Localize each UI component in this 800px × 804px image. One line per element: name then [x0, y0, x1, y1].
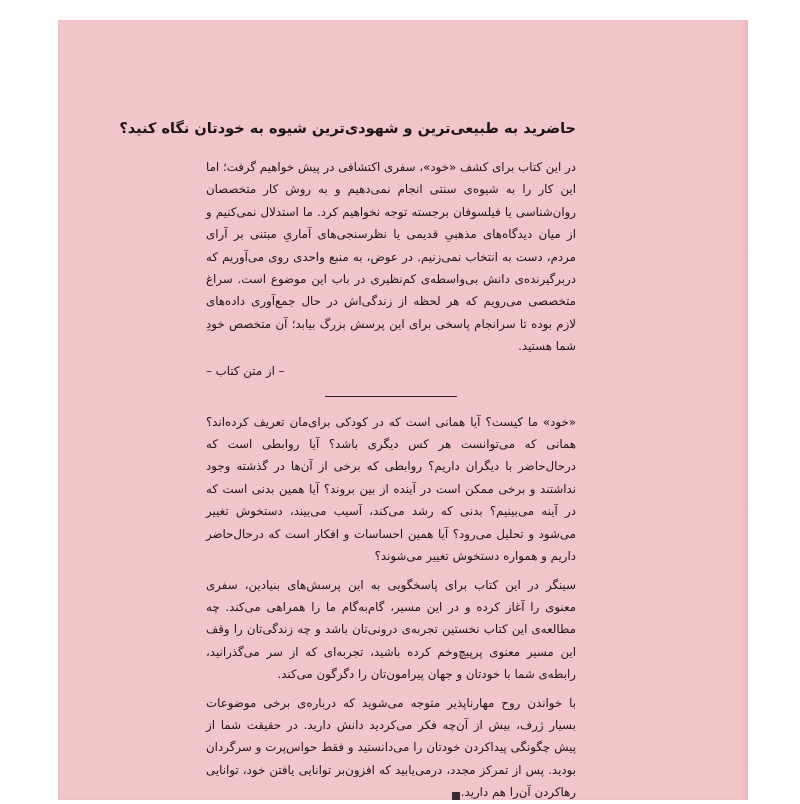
description-paragraph-1: «خود» ما کیست؟ آیا همانی است که در کودکی برای‌مان تعریف کرده‌اند؟ همانی که می‌توانست هر کس دیگری باشد؟ آیا روابطی است که در‌حال‌حاضر با دیگران داریم؟ روابطی که برخی از آن‌ها در گذشته وجود نداشتند و برخی ممکن است در آینده از بین بروند؟ آیا همین بدنی است که در آینه می‌بینیم؟ بدنی که رشد می‌کند، آسیب می‌بیند، دستخوش تغییر می‌شود و تحلیل می‌رود؟ آیا همین احساسات و افکار است که در‌حال‌حاضر داریم و همواره دستخوش تغییر می‌شوند؟ — [206, 414, 576, 564]
section-divider — [325, 396, 457, 397]
description-paragraph-2: سینگر در این کتاب برای پاسخگویی به این پرسش‌های بنیادین، سفری معنوی را آغاز کرده و در این مسیر، گام‌به‌گام ما را همراهی می‌کند. چه مطالعه‌ی این کتاب نخستین تجربه‌ی درونی‌تان باشد و چه زندگی‌تان را وقف این مسیر معنوی پرپیچ‌وخم کرده باشید، تجربه‌ای که از سر می‌گذرانید، رابطه‌ی شما با خودتان و جهان پیرامون‌تان را دگرگون می‌کند. — [206, 577, 576, 682]
cover-heading: حاضرید به طبیعی‌ترین و شهودی‌ترین شیوه به خودتان نگاه کنید؟ — [119, 121, 576, 137]
cover-page-edge — [742, 20, 748, 800]
back-cover-text — [119, 118, 576, 804]
book-excerpt: در این کتاب برای کشف «خود»، سفری اکتشافی در پیش خواهیم گرفت؛ اما این کار را به شیوه‌ی سنتی انجام نمی‌دهیم و به روش کار متخصصان روان‌شناسی یا فیلسوفان برجسته توجه نخواهیم کرد. ما استدلال نمی‌کنیم و از میان دیدگاه‌های مذهبیِ قدیمی یا نظرسنجی‌های آماریِ مبتنی بر آرای مردم، دست به انتخاب نمی‌زنیم. در عوض، به منبع واحدی روی می‌آوریم که دربرگیرنده‌ی دانش بی‌واسطه‌ی کم‌نظیری در باب این موضوع است. سراغ متخصصی می‌رویم که هر لحظه از زندگی‌اش در حال جمع‌آوری داده‌های لازم بوده تا سرانجام پاسخی برای این پرسش بزرگ بیابد؛ آن متخصص خودِ شما هستید. — [206, 160, 576, 354]
excerpt-signature: – از متن کتاب – — [206, 363, 285, 378]
description-paragraph-3: با خواندن روح مهارناپذیر متوجه می‌شوید که درباره‌ی برخی موضوعات بسیار ژرف، بیش از آن‌چه فکر می‌کردید دانش دارید. در حقیقت شما از پیش چگونگی پیداکردن خودتان را می‌دانستید و فقط حواس‌پرت و سرگردان بودید. پس از تمرکز مجدد، درمی‌یابید که افزون‌بر توانایی یافتن خود، توانایی رهاکردن آن‌را هم دارید. — [206, 695, 576, 800]
spine-mark — [452, 792, 460, 800]
